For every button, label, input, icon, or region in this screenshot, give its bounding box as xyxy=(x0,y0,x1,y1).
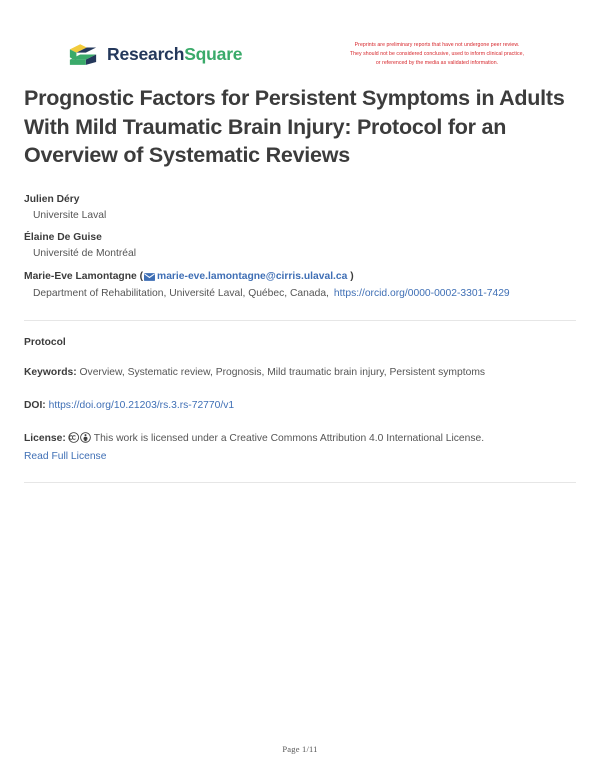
envelope-icon xyxy=(144,273,155,281)
keywords-row xyxy=(24,365,576,381)
paren-open: ( xyxy=(139,270,144,282)
author-affiliation: Universite Laval xyxy=(33,209,107,221)
page-footer xyxy=(0,744,600,754)
author-name: Élaine De Guise xyxy=(24,231,102,243)
disclaimer-line-1: Preprints are preliminary reports that have not undergone peer review. xyxy=(354,42,520,48)
author-list xyxy=(24,192,576,303)
preprint-disclaimer xyxy=(292,41,582,68)
divider-bottom xyxy=(24,482,576,483)
cc-circle-icon xyxy=(69,433,79,443)
research-square-logo-icon xyxy=(68,42,98,67)
divider-top xyxy=(24,320,576,321)
corresponding-author-name: Marie-Eve Lamontagne xyxy=(24,270,137,282)
doi-label: DOI: xyxy=(24,400,46,411)
paren-close: ) xyxy=(350,270,354,282)
article-type-label: Protocol xyxy=(24,336,66,348)
corresponding-author-affiliation xyxy=(24,286,576,302)
corresponding-author-email-link[interactable]: marie-eve.lamontagne@cirris.ulaval.ca xyxy=(157,270,348,282)
page-indicator: Page 1/11 xyxy=(282,744,318,754)
disclaimer-line-2: They should not be considered conclusive, used to inform clinical practice, xyxy=(349,50,525,57)
creative-commons-icons xyxy=(68,432,92,443)
doi-link[interactable]: https://doi.org/10.21203/rs.3.rs-72770/v1 xyxy=(48,400,235,411)
corresponding-affiliation-text: Department of Rehabilitation, Université Laval, Québec, Canada, xyxy=(33,288,329,300)
research-square-wordmark xyxy=(107,43,243,64)
corresponding-author xyxy=(24,269,576,285)
license-text: This work is licensed under a Creative Commons Attribution 4.0 International License. xyxy=(93,433,485,445)
keywords-value: Overview, Systematic review, Prognosis, Mild traumatic brain injury, Persistent symptoms xyxy=(79,366,486,378)
orcid-link[interactable]: https://orcid.org/0000-0002-3301-7429 xyxy=(333,288,510,300)
license-label: License: xyxy=(24,433,66,445)
research-square-brand[interactable] xyxy=(68,42,242,67)
doi-row xyxy=(24,398,576,414)
wordmark-square: Square xyxy=(184,43,243,64)
wordmark-research: Research xyxy=(107,43,185,64)
author-affiliation: Université de Montréal xyxy=(33,247,137,259)
cc-by-person-icon xyxy=(80,433,90,443)
license-row xyxy=(24,431,576,465)
author-name: Julien Déry xyxy=(24,193,80,205)
keywords-label: Keywords: xyxy=(24,366,77,378)
disclaimer-line-3: or referenced by the media as validated information. xyxy=(375,59,499,66)
read-full-license-link[interactable]: Read Full License xyxy=(24,450,107,462)
article-metadata xyxy=(24,337,576,466)
article-title: Prognostic Factors for Persistent Symptoms in Adults With Mild Traumatic Brain Injury: Protocol for an Overview of Systematic Reviews xyxy=(24,86,565,168)
page-header xyxy=(24,0,576,66)
